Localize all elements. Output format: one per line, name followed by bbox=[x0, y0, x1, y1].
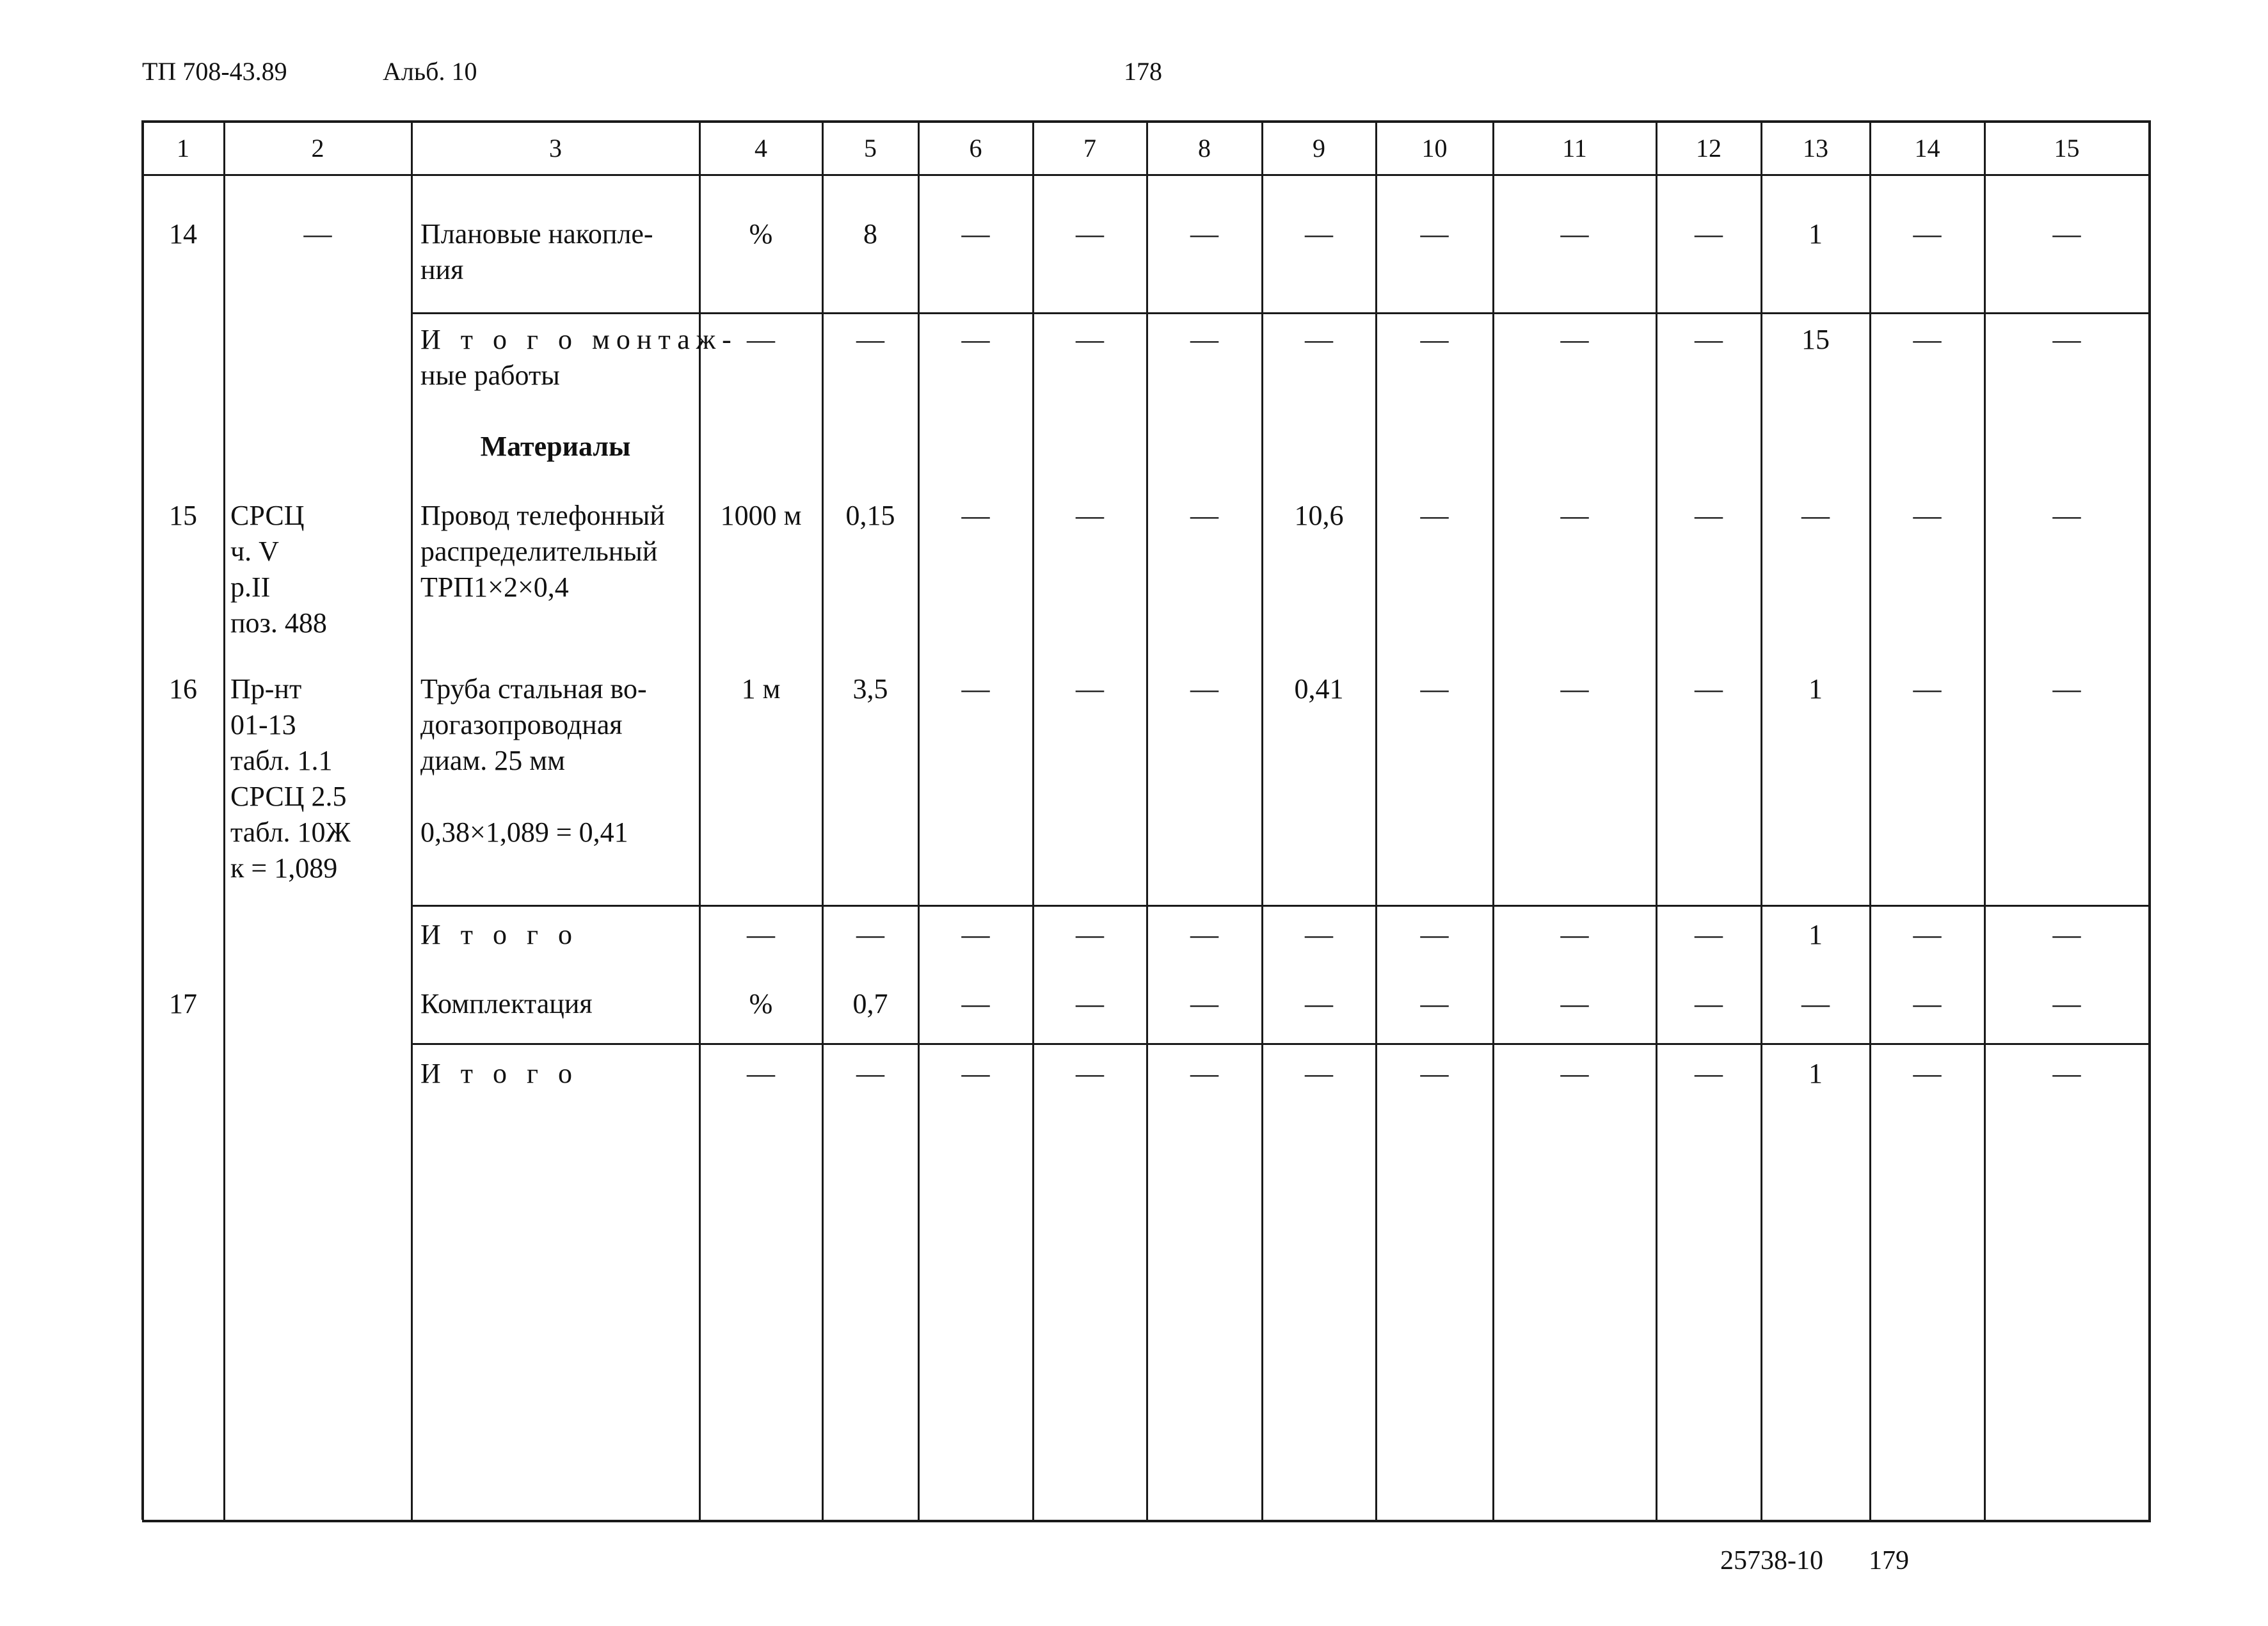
value-cell: — bbox=[1305, 324, 1333, 355]
value-cell: — bbox=[1076, 919, 1104, 950]
value-cell: — bbox=[1695, 218, 1723, 250]
basis-cell: ч. V bbox=[230, 536, 279, 567]
value-cell: — bbox=[1695, 673, 1723, 705]
description-cell: ТРП1×2×0,4 bbox=[420, 571, 569, 603]
value-cell: — bbox=[1913, 218, 1942, 250]
value-cell: — bbox=[1560, 324, 1589, 355]
value-cell: — bbox=[1190, 988, 1218, 1019]
basis-cell: 01-13 bbox=[230, 709, 296, 740]
row-number: 14 bbox=[169, 218, 197, 250]
column-divider bbox=[141, 120, 144, 1520]
description-cell: ные работы bbox=[420, 360, 560, 391]
row-number: 17 bbox=[169, 988, 197, 1019]
value-cell: 1 bbox=[1809, 673, 1823, 705]
value-cell: — bbox=[961, 988, 990, 1019]
basis-cell: — bbox=[303, 218, 332, 250]
column-header: 1 bbox=[177, 134, 189, 163]
value-cell: — bbox=[1801, 988, 1830, 1019]
description-cell: диам. 25 мм bbox=[420, 745, 565, 776]
description-cell: И т о г о монтаж- bbox=[420, 324, 738, 355]
value-cell: — bbox=[2052, 988, 2081, 1019]
value-cell: — bbox=[1695, 988, 1723, 1019]
value-cell: — bbox=[1560, 988, 1589, 1019]
value-cell: — bbox=[1695, 1058, 1723, 1089]
quantity-cell: 0,15 bbox=[845, 500, 895, 531]
value-cell: — bbox=[1695, 919, 1723, 950]
value-cell: — bbox=[1076, 500, 1104, 531]
unit-cell: — bbox=[747, 1058, 775, 1089]
value-cell: — bbox=[2052, 1058, 2081, 1089]
value-cell: — bbox=[1190, 1058, 1218, 1089]
header-bottom-rule bbox=[142, 174, 2151, 176]
value-cell: — bbox=[1420, 500, 1449, 531]
value-cell: — bbox=[2052, 500, 2081, 531]
basis-cell: СРСЦ bbox=[230, 500, 305, 531]
value-cell: — bbox=[1305, 218, 1333, 250]
column-header: 10 bbox=[1421, 134, 1448, 163]
basis-cell: поз. 488 bbox=[230, 607, 327, 639]
basis-cell: Пр-нт bbox=[230, 673, 302, 705]
value-cell: — bbox=[1560, 673, 1589, 705]
column-header: 13 bbox=[1803, 134, 1828, 163]
value-cell: — bbox=[1076, 1058, 1104, 1089]
value-cell: — bbox=[1913, 324, 1942, 355]
value-cell: — bbox=[1913, 919, 1942, 950]
value-cell: — bbox=[1076, 324, 1104, 355]
table-bottom-border bbox=[142, 1520, 2151, 1522]
value-cell: — bbox=[1305, 988, 1333, 1019]
value-cell: — bbox=[1695, 500, 1723, 531]
unit-cell: — bbox=[747, 324, 775, 355]
column-header: 4 bbox=[755, 134, 767, 163]
value-cell: — bbox=[1913, 673, 1942, 705]
quantity-cell: 3,5 bbox=[852, 673, 888, 705]
row-rule bbox=[411, 312, 2151, 314]
value-cell: 10,6 bbox=[1294, 500, 1344, 531]
column-divider bbox=[223, 120, 225, 1520]
value-cell: — bbox=[1190, 500, 1218, 531]
page-number: 178 bbox=[1124, 57, 1162, 86]
basis-cell: табл. 1.1 bbox=[230, 745, 333, 776]
value-cell: — bbox=[1076, 218, 1104, 250]
value-cell: — bbox=[961, 324, 990, 355]
footer-ref: 25738-10 bbox=[1720, 1546, 1823, 1575]
value-cell: — bbox=[1560, 919, 1589, 950]
value-cell: — bbox=[2052, 218, 2081, 250]
value-cell: — bbox=[1560, 218, 1589, 250]
unit-cell: % bbox=[749, 218, 773, 250]
column-header: 2 bbox=[311, 134, 324, 163]
value-cell: — bbox=[1913, 1058, 1942, 1089]
value-cell: — bbox=[961, 500, 990, 531]
basis-cell: табл. 10Ж bbox=[230, 817, 351, 848]
value-cell: — bbox=[2052, 673, 2081, 705]
column-header: 11 bbox=[1562, 134, 1587, 163]
value-cell: — bbox=[1560, 1058, 1589, 1089]
row-rule bbox=[411, 1043, 2151, 1045]
value-cell: — bbox=[1560, 500, 1589, 531]
value-cell: — bbox=[1076, 988, 1104, 1019]
value-cell: — bbox=[961, 673, 990, 705]
unit-cell: 1000 м bbox=[720, 500, 802, 531]
description-cell: Плановые накопле- bbox=[420, 218, 653, 250]
description-cell: Комплектация bbox=[420, 988, 593, 1019]
value-cell: — bbox=[1190, 919, 1218, 950]
value-cell: — bbox=[1420, 988, 1449, 1019]
row-number: 16 bbox=[169, 673, 197, 705]
description-cell: 0,38×1,089 = 0,41 bbox=[420, 817, 628, 848]
value-cell: — bbox=[1420, 218, 1449, 250]
quantity-cell: 8 bbox=[863, 218, 877, 250]
quantity-cell: — bbox=[856, 324, 884, 355]
description-cell: Провод телефонный bbox=[420, 500, 665, 531]
value-cell: — bbox=[1305, 919, 1333, 950]
value-cell: — bbox=[1190, 324, 1218, 355]
table-top-border bbox=[142, 120, 2151, 123]
value-cell: — bbox=[2052, 919, 2081, 950]
column-header: 7 bbox=[1083, 134, 1096, 163]
value-cell: — bbox=[1420, 324, 1449, 355]
value-cell: — bbox=[1305, 1058, 1333, 1089]
column-header: 3 bbox=[549, 134, 562, 163]
description-cell: ния bbox=[420, 254, 464, 285]
row-rule bbox=[411, 905, 2151, 907]
description-cell: догазопроводная bbox=[420, 709, 623, 740]
value-cell: — bbox=[1695, 324, 1723, 355]
value-cell: — bbox=[1913, 988, 1942, 1019]
basis-cell: к = 1,089 bbox=[230, 852, 338, 884]
value-cell: 0,41 bbox=[1294, 673, 1344, 705]
value-cell: — bbox=[1420, 919, 1449, 950]
doc-code: ТП 708-43.89 bbox=[142, 57, 287, 86]
value-cell: — bbox=[961, 1058, 990, 1089]
value-cell: 15 bbox=[1801, 324, 1830, 355]
value-cell: — bbox=[1190, 218, 1218, 250]
column-divider bbox=[411, 120, 413, 1520]
quantity-cell: — bbox=[856, 1058, 884, 1089]
footer-page: 179 bbox=[1869, 1546, 1909, 1575]
description-cell: И т о г о bbox=[420, 1058, 579, 1089]
column-header: 14 bbox=[1914, 134, 1940, 163]
unit-cell: — bbox=[747, 919, 775, 950]
column-header: 9 bbox=[1313, 134, 1325, 163]
unit-cell: % bbox=[749, 988, 773, 1019]
quantity-cell: — bbox=[856, 919, 884, 950]
value-cell: 1 bbox=[1809, 1058, 1823, 1089]
value-cell: — bbox=[1420, 673, 1449, 705]
album-label: Альб. 10 bbox=[383, 57, 477, 86]
description-cell: И т о г о bbox=[420, 919, 579, 950]
column-header: 6 bbox=[969, 134, 982, 163]
column-header: 5 bbox=[864, 134, 877, 163]
unit-cell: 1 м bbox=[741, 673, 781, 705]
column-header: 8 bbox=[1198, 134, 1211, 163]
value-cell: 1 bbox=[1809, 218, 1823, 250]
value-cell: — bbox=[2052, 324, 2081, 355]
value-cell: — bbox=[961, 218, 990, 250]
description-cell: распределительный bbox=[420, 536, 658, 567]
value-cell: — bbox=[1913, 500, 1942, 531]
value-cell: — bbox=[1076, 673, 1104, 705]
basis-cell: р.II bbox=[230, 571, 271, 603]
column-header: 15 bbox=[2054, 134, 2080, 163]
quantity-cell: 0,7 bbox=[852, 988, 888, 1019]
value-cell: — bbox=[961, 919, 990, 950]
column-header: 12 bbox=[1696, 134, 1721, 163]
value-cell: 1 bbox=[1809, 919, 1823, 950]
value-cell: — bbox=[1801, 500, 1830, 531]
basis-cell: СРСЦ 2.5 bbox=[230, 781, 347, 812]
value-cell: — bbox=[1420, 1058, 1449, 1089]
value-cell: — bbox=[1190, 673, 1218, 705]
description-cell: Труба стальная во- bbox=[420, 673, 647, 705]
row-number: 15 bbox=[169, 500, 197, 531]
section-heading: Материалы bbox=[480, 431, 631, 462]
